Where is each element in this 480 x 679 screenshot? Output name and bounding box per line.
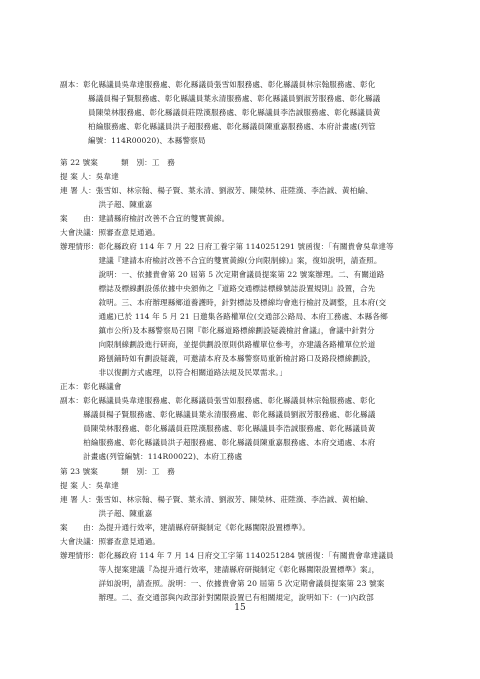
page-number: 15	[234, 603, 246, 613]
resolution: 大會決議：照審查意見通過。	[60, 228, 161, 237]
handling-status: 辦理情形：彰化縣政府 114 年 7 月 22 日府工養字第 1140251291 號函復：「有關貴會吳韋達等	[60, 242, 394, 251]
text-line: 縣議員楊子賢服務處、彰化縣議員葉永清服務處、彰化縣議員劉淑芳服務處、彰化縣議	[60, 410, 376, 419]
proposal-23	[0, 465, 480, 605]
proposer: 提 案 人：吳韋達	[60, 481, 119, 490]
text-line: 通處)已於 114 年 5 月 21 日邀集各路權單位(交通部公路局、本府工務處、本縣各鄉	[60, 312, 388, 321]
text-line: 員陳榮林服務處、彰化縣議員莊陞漢服務處、彰化縣議員李浩誠服務處、彰化縣議員黃	[88, 108, 381, 117]
text-line: 辦理。二、查交通部與內政部針對闖限設置已有相關規定，說明如下：(一)內政部	[60, 593, 374, 602]
text-line: 路刨鋪時如有劃設疑義，可邀請本府及本縣警察局重新檢討路口及路段標線劃設，	[60, 354, 376, 363]
text-line: 建議『建請本府檢討改善不合宜的雙實黃線(分向限制線)』案，復如說明，請查照。	[60, 256, 382, 265]
text-line: 等人提案建議『為提升通行效率，建請縣府研擬制定《彰化縣闖限設置標準》案』，	[60, 565, 380, 574]
proposal-22	[0, 156, 480, 464]
text-line: 柏綸服務處、彰化縣議員洪子超服務處、彰化縣議員陳重嘉服務處、本府交通處、本府	[60, 438, 376, 447]
text-line: 敘明。三、本府辦理縣鄉道養護時，針對標誌及標線均會進行檢討及調整，且本府(交	[60, 298, 387, 307]
resolution: 大會決議：照審查意見通過。	[60, 537, 161, 546]
text-line: 副本：彰化縣議員吳韋達服務處、彰化縣議員張雪如服務處、彰化縣議員林宗翰服務處、彰化	[60, 80, 376, 89]
proposal-header: 第 23 號案 類 別：工 務	[60, 467, 175, 476]
cosigners: 連 署 人：張雪如、林宗翰、楊子賢、葉永清、劉淑芳、陳榮林、莊陞漢、李浩誠、黃柏綸、	[60, 186, 373, 195]
text-line: 鎮市公所)及本縣警察局召開『彰化縣道路標線劃設疑義檢討會議』，會議中針對分	[60, 326, 375, 335]
cosigners-cont: 洪子超、陳重嘉	[60, 509, 153, 518]
handling-status: 辦理情形：彰化縣政府 114 年 7 月 14 日府交工字第 1140251284 號函復：「有關貴會韋達議員	[60, 551, 394, 560]
proposer: 提 案 人：吳韋達	[60, 172, 119, 181]
original-recipient: 正本：彰化縣議會	[60, 382, 122, 391]
block-copies-21	[0, 78, 480, 148]
text-line: 向限制線劃設進行研商，並提供劃設原則供路權單位參考，亦建議各路權單位於道	[60, 340, 376, 349]
subject: 案 由：建請縣府檢討改善不合宜的雙實黃線。	[60, 214, 230, 223]
text-line: 縣議員楊子賢服務處、彰化縣議員葉永清服務處、彰化縣議員劉淑芳服務處、彰化縣議	[88, 94, 381, 103]
copy-recipients: 副本：彰化縣議員吳韋達服務處、彰化縣議員張雪如服務處、彰化縣議員林宗翰服務處、彰化	[60, 396, 376, 405]
cosigners: 連 署 人：張雪如、林宗翰、楊子賢、葉永清、劉淑芳、陳榮林、莊陞漢、李浩誠、黃柏綸、	[60, 495, 373, 504]
text-line: 詳如說明，請查照。說明：一、依據貴會第 20 屆第 5 次定期會議員提案第 23 號案	[60, 579, 385, 588]
text-line: 員陳榮林服務處、彰化縣議員莊陞漢服務處、彰化縣議員李浩誠服務處、彰化縣議員黃	[60, 424, 376, 433]
text-line: 柏綸服務處、彰化縣議員洪子超服務處、彰化縣議員陳重嘉服務處、本府計畫處(列管	[88, 122, 376, 131]
text-line: 標誌及標線劃設係依據中央頒佈之『道路交通標誌標線號誌設置規則』設置，合先	[60, 284, 376, 293]
text-line: 計畫處(列管編號：114R00022)、本府工務處	[60, 452, 243, 461]
subject: 案 由：為提升通行效率，建請縣府研擬制定《彰化縣闖限設置標準》。	[60, 523, 311, 532]
text-line: 編號：114R00020)、本縣警察局	[88, 136, 206, 145]
cosigners-cont: 洪子超、陳重嘉	[60, 200, 153, 209]
text-line: 非以復劃方式處理，以符合相關道路法規及民眾需求。」	[60, 368, 288, 377]
proposal-header: 第 22 號案 類 別：工 務	[60, 158, 175, 167]
text-line: 說明：一、依據貴會第 20 屆第 5 次定期會議員提案第 22 號案辦理。二、有關道路	[60, 270, 385, 279]
